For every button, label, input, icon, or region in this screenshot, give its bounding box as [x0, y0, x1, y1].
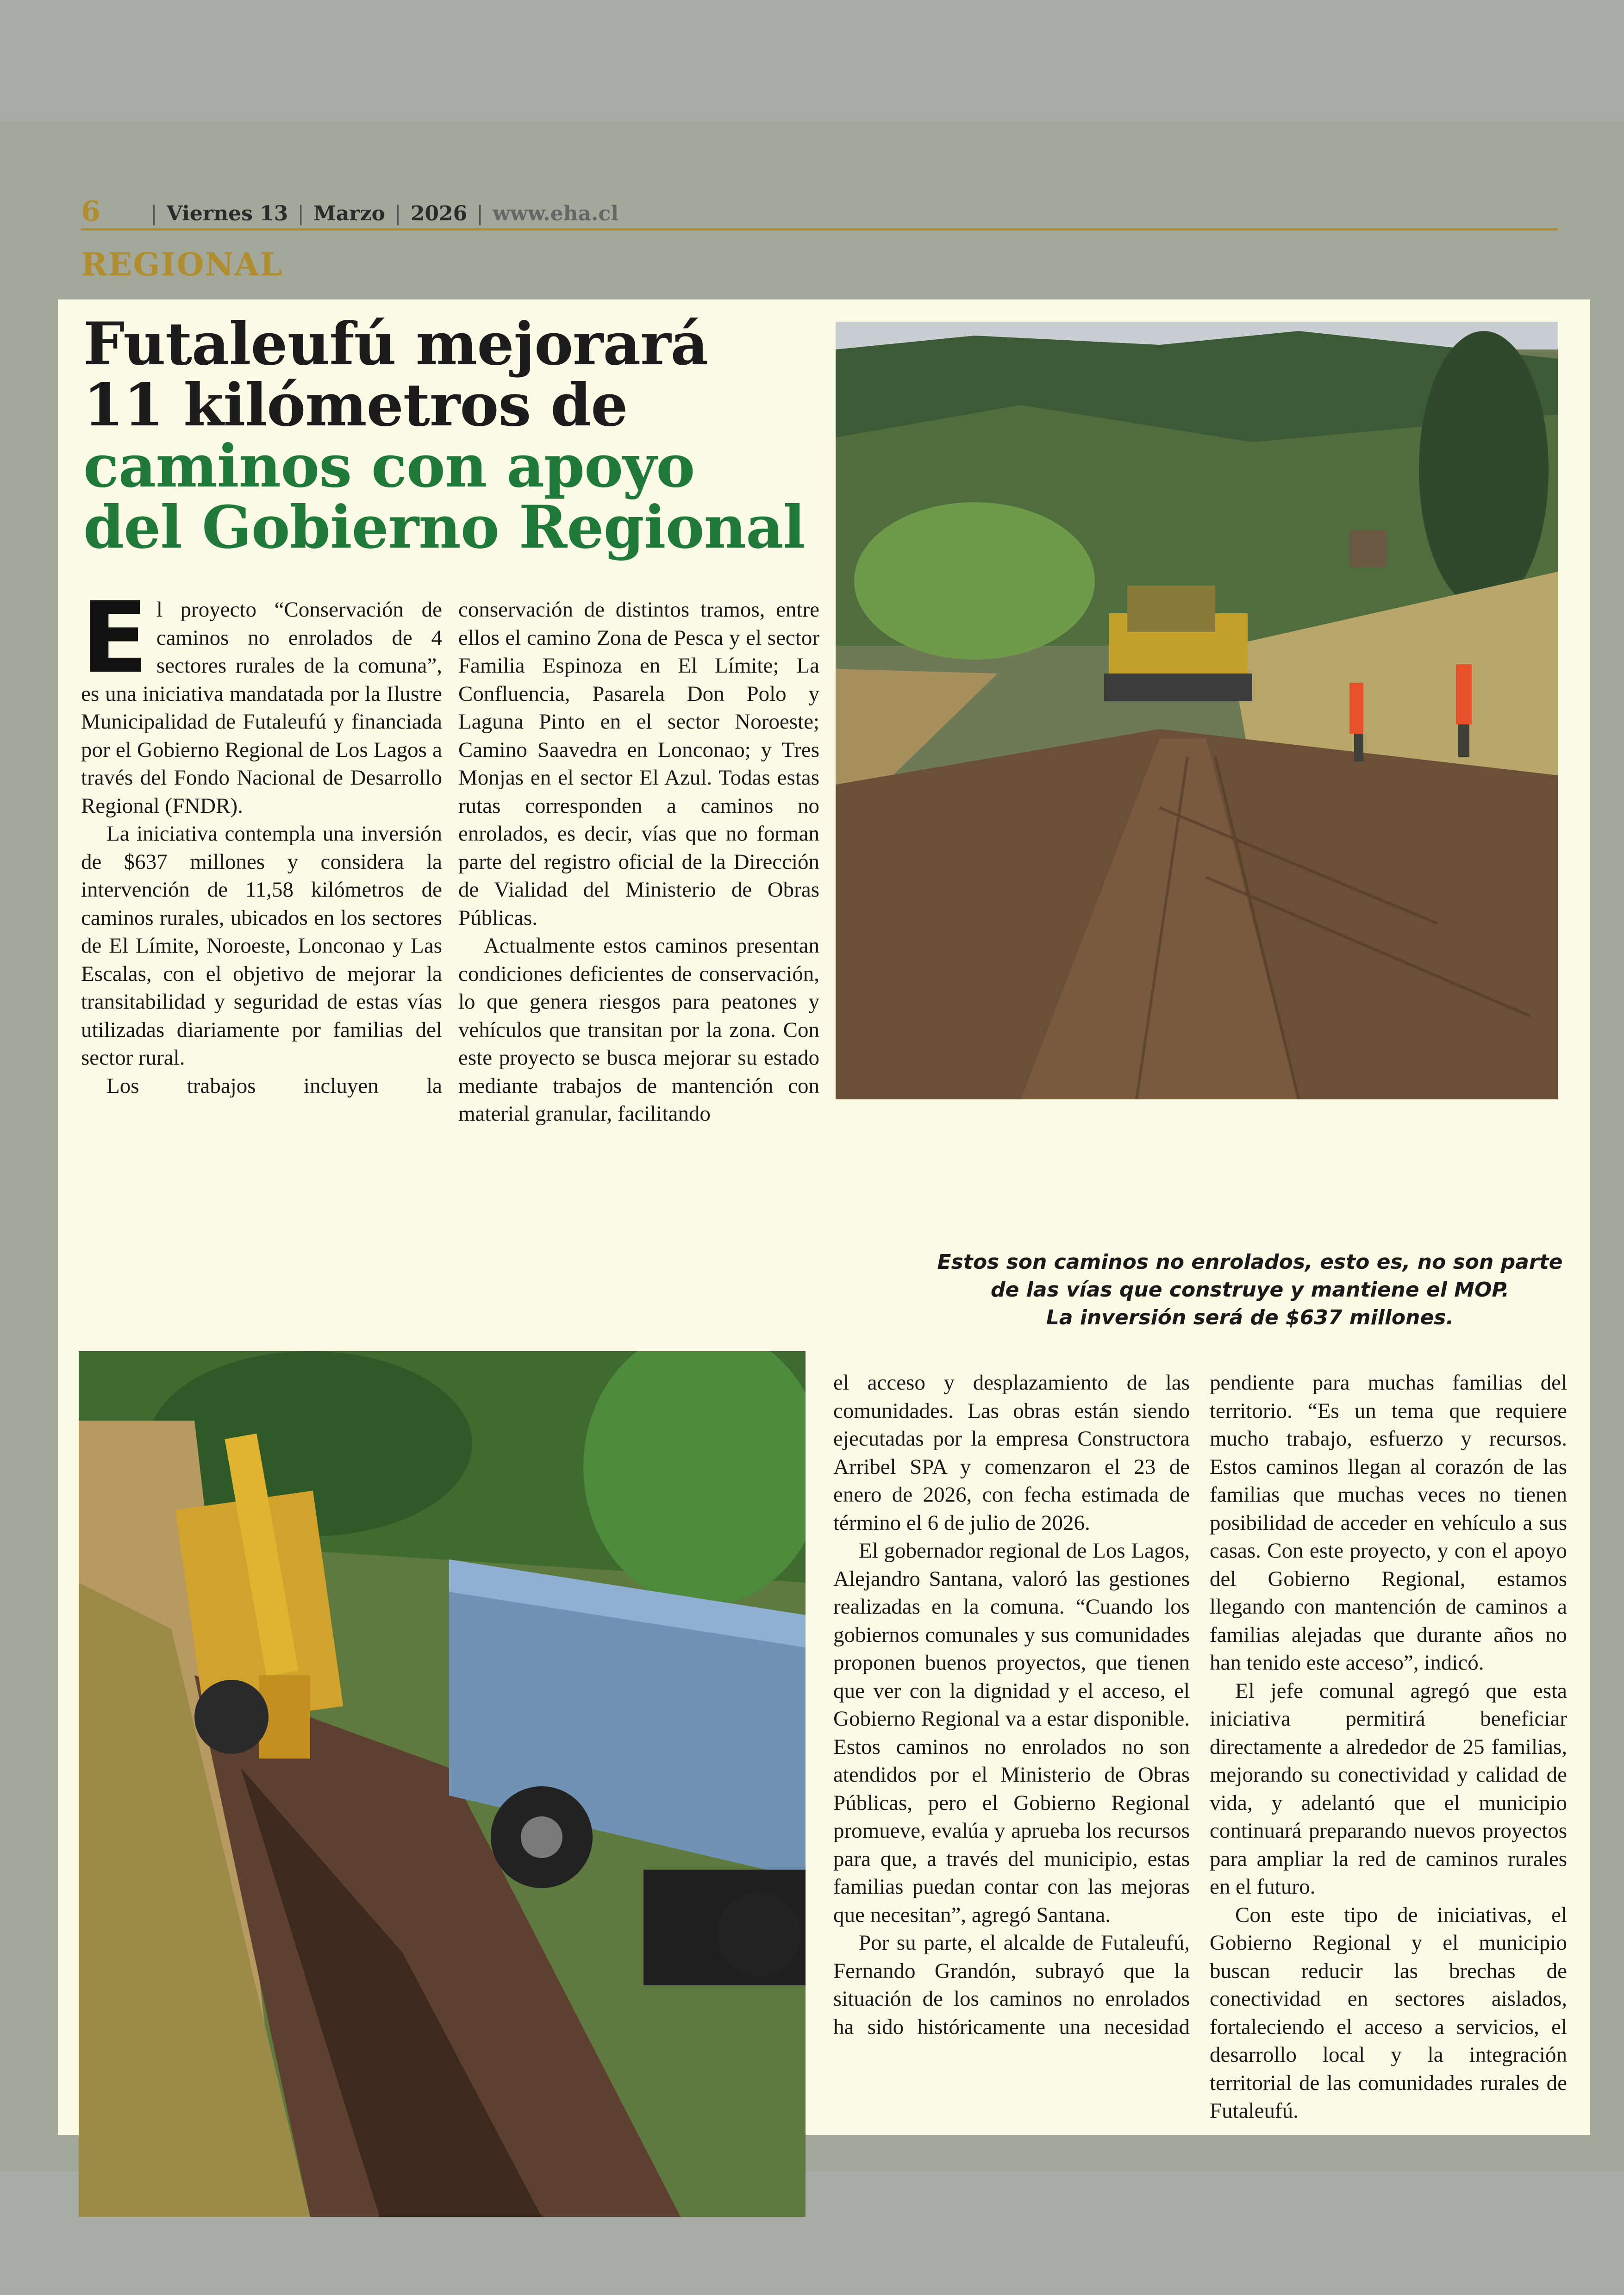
page-number: 6: [81, 195, 100, 228]
headline-line-4: del Gobierno Regional: [83, 493, 805, 561]
paragraph: La iniciativa contempla una inversión de $637 millones y considera la intervención de 11,58 kilómetros de caminos rurales, ubicados en los sectores de El Límite, Noroeste, Lonconao y Las Escalas, con el objetivo de mejorar la transitabilidad y seguridad de estas vías utilizadas diariamente por familias del sector rural.: [81, 822, 442, 1070]
paragraph: Actualmente estos caminos presentan condiciones deficientes de conservación, lo que genera riesgos para peatones y vehículos que transitan por la zona. Con este proyecto se busca mejorar su estado mediante trabajos de mantención con material granular, facilitando: [458, 934, 819, 1126]
paragraph: Los trabajos incluyen la: [106, 1073, 442, 1098]
photo-caption: [903, 1248, 1597, 1332]
paragraph: Por su parte, el alcalde de Futaleufú, Fernando Grandón, subrayó que la situación de los caminos no enrolados ha sido históricamente una necesidad: [833, 1931, 1190, 2039]
article-column-3: [833, 1369, 1190, 2041]
headline-line-1: Futaleufú mejorará: [83, 310, 708, 378]
article-card: [58, 299, 1590, 2135]
paragraph: El proyecto “Conservación de caminos no enrolados de 4 sectores rurales de la comuna”, es una iniciativa mandatada por la Ilustre Municipalidad de Futaleufú y financiada por el Gobierno Regional de Los Lagos a través del Fondo Nacional de Desarrollo Regional (FNDR).: [81, 580, 442, 818]
article-headline: [83, 310, 847, 561]
photo-graphic: [79, 1351, 806, 2217]
road-work-photo-truck: [79, 1351, 806, 2217]
drop-cap: E: [81, 580, 148, 695]
caption-line-1: Estos son caminos no enrolados, esto es, no son parte: [937, 1250, 1563, 1274]
paragraph: el acceso y desplazamiento de las comunidades. Las obras están siendo ejecutadas por la empresa Constructora Arribel SPA y comenzaron el 23 de enero de 2026, con fecha estimada de término el 6 de julio de 2026.: [833, 1371, 1190, 1535]
article-column-4: [1210, 1369, 1567, 2125]
road-work-photo-backhoe: [836, 322, 1558, 1099]
photo-graphic: [836, 322, 1558, 1099]
header-year: 2026: [410, 202, 468, 225]
page-header-bar: 6 | Viernes 13 | Marzo | 2026 | www.eha.cl: [81, 195, 1558, 231]
header-url[interactable]: www.eha.cl: [493, 202, 618, 225]
headline-line-3: caminos con apoyo: [83, 432, 695, 500]
caption-line-2: de las vías que construye y mantiene el MOP.: [991, 1278, 1509, 1302]
paragraph: Con este tipo de iniciativas, el Gobierno Regional y el municipio buscan reducir las brechas de conectividad en sectores aislados, fortaleciendo el acceso a servicios, el desarrollo local y la integración territorial de las comunidades rurales de Futaleufú.: [1210, 1902, 1567, 2123]
paragraph: El gobernador regional de Los Lagos, Alejandro Santana, valoró las gestiones realizadas en la comuna. “Cuando los gobiernos comunales y sus comunidades proponen buenos proyectos, que tienen que ver con la dignidad y el acceso, el Gobierno Regional va a estar disponible. Estos caminos no enrolados no son atendidos por el Ministerio de Obras Públicas, pero el Gobierno Regional promueve, evalúa y aprueba los recursos para que, a través del municipio, estas familias puedan contar con las mejoras que necesitan”, agregó Santana.: [833, 1539, 1190, 1927]
article-column-2: [458, 596, 819, 1128]
caption-line-3: La inversión será de $637 millones.: [1046, 1306, 1454, 1329]
article-column-1: [81, 580, 442, 1100]
section-label: REGIONAL: [81, 246, 283, 283]
header-month: Marzo: [313, 202, 385, 225]
header-day: Viernes 13: [166, 202, 288, 225]
paragraph: El jefe comunal agregó que esta iniciativa permitirá beneficiar directamente a alrededor de 25 familias, mejorando su conectividad y calidad de vida, y adelantó que el municipio continuará preparando nuevos proyectos para ampliar la red de caminos rurales en el futuro.: [1210, 1678, 1567, 1899]
paragraph: conservación de distintos tramos, entre ellos el camino Zona de Pesca y el sector Familia Espinoza en El Límite; La Confluencia, Pasarela Don Polo y Laguna Pinto en el sector Noroeste; Camino Saavedra en Lonconao; y Tres Monjas en el sector El Azul. Todas estas rutas corresponden a caminos no enrolados, es decir, vías que no forman parte del registro oficial de la Dirección de Vialidad del Ministerio de Obras Públicas.: [458, 598, 819, 930]
newspaper-page: [0, 121, 1624, 2172]
headline-line-2: 11 kilómetros de: [83, 371, 628, 439]
paragraph: pendiente para muchas familias del territorio. “Es un tema que requiere mucho trabajo, esfuerzo y recursos. Estos caminos llegan al corazón de las familias que muchas veces no tienen posibilidad de acceder en vehículo a sus casas. Con este proyecto, y con el apoyo del Gobierno Regional, estamos llegando con mantención de caminos a familias alejadas que durante años no han tenido este acceso”, indicó.: [1210, 1371, 1567, 1675]
